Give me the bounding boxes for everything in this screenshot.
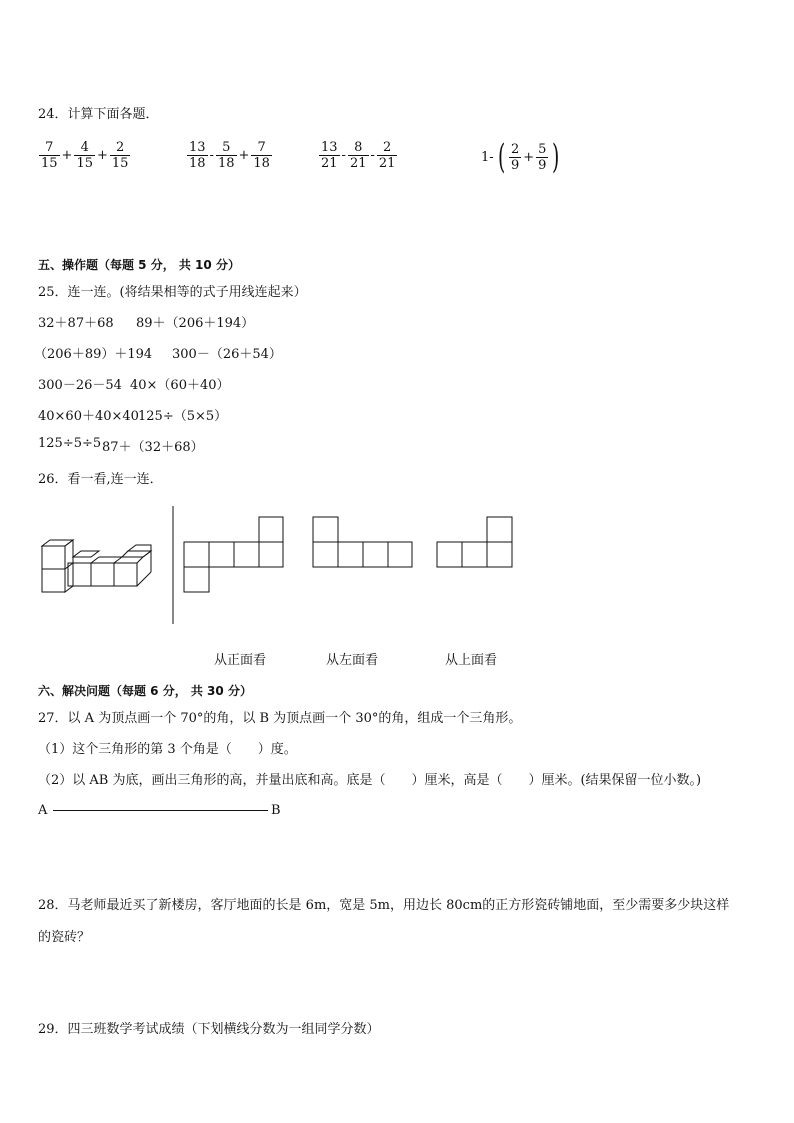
operator: - [209, 148, 214, 163]
point-a-label: A [38, 803, 48, 818]
q28-line-2: 的瓷砖？ [38, 930, 91, 945]
numerator: 13 [189, 140, 206, 155]
q25-row-left: 40×60＋40×40 [38, 409, 139, 424]
view-label-top: 从上面看 [445, 653, 498, 668]
segment-ab [53, 810, 268, 811]
q25-row-left: （206＋89）＋194 [34, 347, 153, 362]
denominator: 18 [217, 156, 235, 171]
q25-title: 25．连一连。(将结果相等的式子用线连起来） [38, 285, 307, 300]
operator: + [97, 148, 108, 163]
numerator: 13 [321, 140, 338, 155]
q29-title: 29．四三班数学考试成绩（下划横线分数为一组同学分数） [38, 1022, 380, 1037]
denominator: 15 [41, 156, 58, 171]
denominator: 15 [111, 156, 129, 171]
view-label-front: 从正面看 [214, 653, 267, 668]
denominator: 18 [253, 156, 270, 171]
denominator: 21 [321, 156, 338, 171]
numerator: 5 [538, 141, 547, 157]
q24-title: 24．计算下面各题． [38, 107, 159, 122]
section-6-title: 六、解决问题（每题 6 分， 共 30 分） [38, 684, 252, 698]
denominator: 9 [538, 157, 547, 173]
denominator: 9 [510, 157, 520, 173]
view-grid-1 [184, 517, 283, 592]
numerator: 7 [257, 140, 266, 155]
denominator: 21 [349, 156, 367, 171]
q25-row-right: 300－（26＋54） [172, 347, 282, 362]
q28-line-1: 28．马老师最近买了新楼房，客厅地面的长是 6m，宽是 5m，用边长 80cm的正方形瓷砖铺地面，至少需要多少块这样 [38, 898, 730, 913]
numerator: 7 [45, 140, 54, 155]
q27-title: 27．以 A 为顶点画一个 70°的角，以 B 为顶点画一个 30°的角，组成一个三角形。 [38, 711, 522, 726]
q25-row-left: 125÷5÷5 [38, 436, 102, 451]
numerator: 4 [80, 140, 89, 155]
q25-row-right: 87＋（32＋68） [102, 440, 204, 455]
denominator: 21 [378, 156, 396, 171]
view-label-left: 从左面看 [326, 653, 379, 668]
numerator: 2 [510, 141, 520, 157]
operator: + [523, 149, 535, 165]
q25-row-right: 40×（60＋40） [130, 378, 230, 393]
q25-row-left: 300－26－54 [38, 378, 122, 393]
numerator: 5 [222, 140, 231, 155]
left-parenthesis: ( [497, 137, 505, 177]
operator: - [341, 148, 346, 163]
q26-title: 26．看一看,连一连． [38, 472, 163, 487]
numerator: 2 [116, 140, 125, 155]
section-5-title: 五、操作题（每题 5 分， 共 10 分） [38, 258, 240, 272]
numerator: 2 [383, 140, 392, 155]
cube-solid-drawing [42, 540, 151, 592]
operator: - [370, 148, 375, 163]
operator: 1- [481, 149, 494, 165]
q25-row-right: 89＋（206＋194） [136, 316, 255, 331]
q25-row-right: 125÷（5×5） [138, 409, 228, 424]
operator: + [238, 148, 250, 163]
denominator: 15 [76, 156, 93, 171]
view-grid-2 [313, 517, 412, 567]
q25-row-left: 32＋87＋68 [38, 316, 114, 331]
numerator: 8 [354, 140, 363, 155]
point-b-label: B [271, 803, 281, 818]
operator: + [61, 148, 73, 163]
view-grid-3 [437, 517, 512, 567]
q27-part-1: （1）这个三角形的第 3 个角是（ ）度。 [38, 742, 297, 757]
denominator: 18 [189, 156, 206, 171]
q27-part-2: （2）以 AB 为底，画出三角形的高，并量出底和高。底是（ ）厘米，高是（ ）厘米。(结果保留一位小数。) [38, 773, 702, 788]
right-parenthesis: ) [552, 137, 560, 177]
